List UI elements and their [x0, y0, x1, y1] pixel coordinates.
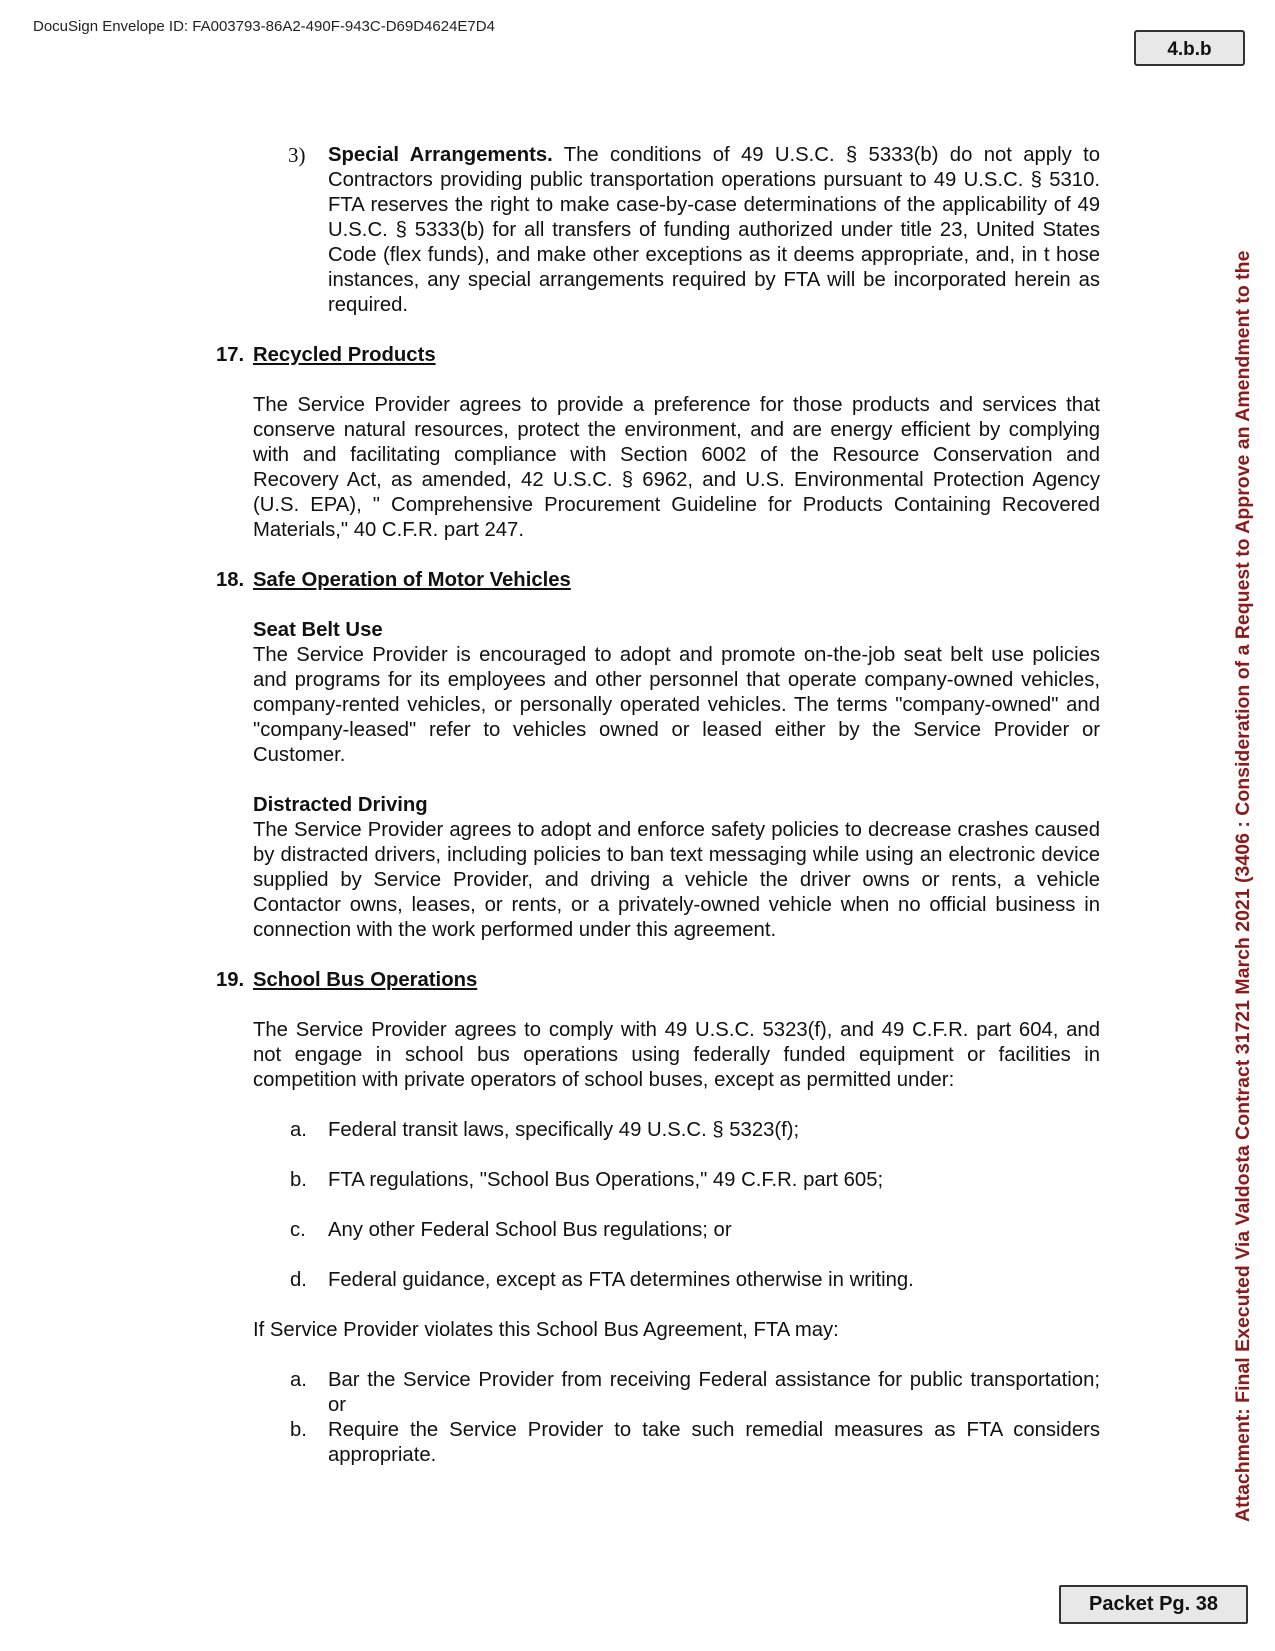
distracted-text: The Service Provider agrees to adopt and enforce safety policies to decrease crashes caused by distracted drivers, including policies to ban text messaging while using an electronic device supplied by Service Provider, and driving a vehicle the driver owns or rents, a vehicle Contactor owns, leases, or rents, or a privately-owned vehicle when no official business in connection with the work performed under this agreement.: [253, 819, 1100, 941]
list-item-text: Any other Federal School Bus regulations; or: [328, 1219, 732, 1241]
distracted-heading: Distracted Driving: [253, 794, 428, 816]
violation-text: If Service Provider violates this School Bus Agreement, FTA may:: [253, 1319, 839, 1341]
attachment-sidebar: Attachment: Final Executed Via Valdosta Contract 31721 March 2021 (3406 : Consideration of a Request to Approve an Amendment to the: [1232, 250, 1254, 1522]
section-19-heading: [200, 968, 1100, 993]
list-marker: a.: [290, 1119, 307, 1141]
section-number: 19.: [216, 969, 245, 991]
seatbelt-heading: Seat Belt Use: [253, 619, 383, 641]
section-number: 18.: [216, 569, 245, 591]
list-item: [200, 1268, 1100, 1293]
item-text: The conditions of 49 U.S.C. § 5333(b) do not apply to Contractors providing public transportation operations pursuant to 49 U.S.C. § 5310. FTA reserves the right to make case-by-case determinations of the applicability of 49 U.S.C. § 5333(b) for all transfers of funding authorized under title 23, United States Code (flex funds), and make other exceptions as it deems appropriate, and, in t hose instances, any special arrangements required by FTA will be incorporated herein as required.: [328, 144, 1100, 316]
list-marker: d.: [290, 1269, 307, 1291]
document-body: [200, 143, 1100, 1468]
list-item-text: Require the Service Provider to take such remedial measures as FTA considers appropriate.: [328, 1419, 1100, 1466]
item-title: Special Arrangements.: [328, 144, 553, 166]
list-item-text: FTA regulations, "School Bus Operations," 49 C.F.R. part 605;: [328, 1169, 884, 1191]
list-item-text: Federal transit laws, specifically 49 U.S.C. § 5323(f);: [328, 1119, 800, 1141]
packet-page: Packet Pg. 38: [1059, 1585, 1248, 1624]
list-marker: a.: [290, 1369, 307, 1391]
section-number: 17.: [216, 344, 245, 366]
list-item-text: Bar the Service Provider from receiving Federal assistance for public transportation; or: [328, 1369, 1100, 1416]
list-item: [200, 1118, 1100, 1143]
section-title: School Bus Operations: [253, 969, 478, 991]
item-special-arrangements: [200, 143, 1100, 318]
list-item: [200, 1418, 1100, 1468]
list-item-text: Federal guidance, except as FTA determines otherwise in writing.: [328, 1269, 914, 1291]
section-17-text: The Service Provider agrees to provide a preference for those products and services that conserve natural resources, protect the environment, and are energy efficient by complying with and facilitating compliance with Section 6002 of the Resource Conservation and Recovery Act, as amended, 42 U.S.C. § 6962, and U.S. Environmental Protection Agency (U.S. EPA), " Comprehensive Procurement Guideline for Products Containing Recovered Materials," 40 C.F.R. part 247.: [253, 394, 1100, 541]
list-marker: c.: [290, 1219, 306, 1241]
section-tag: 4.b.b: [1134, 30, 1245, 66]
section-18-heading: [200, 568, 1100, 593]
list-marker: b.: [290, 1169, 307, 1191]
list-marker: 3): [288, 143, 306, 167]
list-item: [200, 1218, 1100, 1243]
list-item: [200, 1168, 1100, 1193]
section-19-intro: The Service Provider agrees to comply with 49 U.S.C. 5323(f), and 49 C.F.R. part 604, and not engage in school bus operations using federally funded equipment or facilities in competition with private operators of school buses, except as permitted under:: [253, 1019, 1100, 1091]
section-title: Safe Operation of Motor Vehicles: [253, 569, 571, 591]
section-title: Recycled Products: [253, 344, 436, 366]
envelope-id: DocuSign Envelope ID: FA003793-86A2-490F-943C-D69D4624E7D4: [33, 18, 495, 35]
section-17-heading: [200, 343, 1100, 368]
list-item: [200, 1368, 1100, 1418]
list-marker: b.: [290, 1419, 307, 1441]
seatbelt-text: The Service Provider is encouraged to adopt and promote on-the-job seat belt use policies and programs for its employees and other personnel that operate company-owned vehicles, company-rented vehicles, or personally operated vehicles. The terms "company-owned" and "company-leased" refer to vehicles owned or leased either by the Service Provider or Customer.: [253, 644, 1100, 766]
